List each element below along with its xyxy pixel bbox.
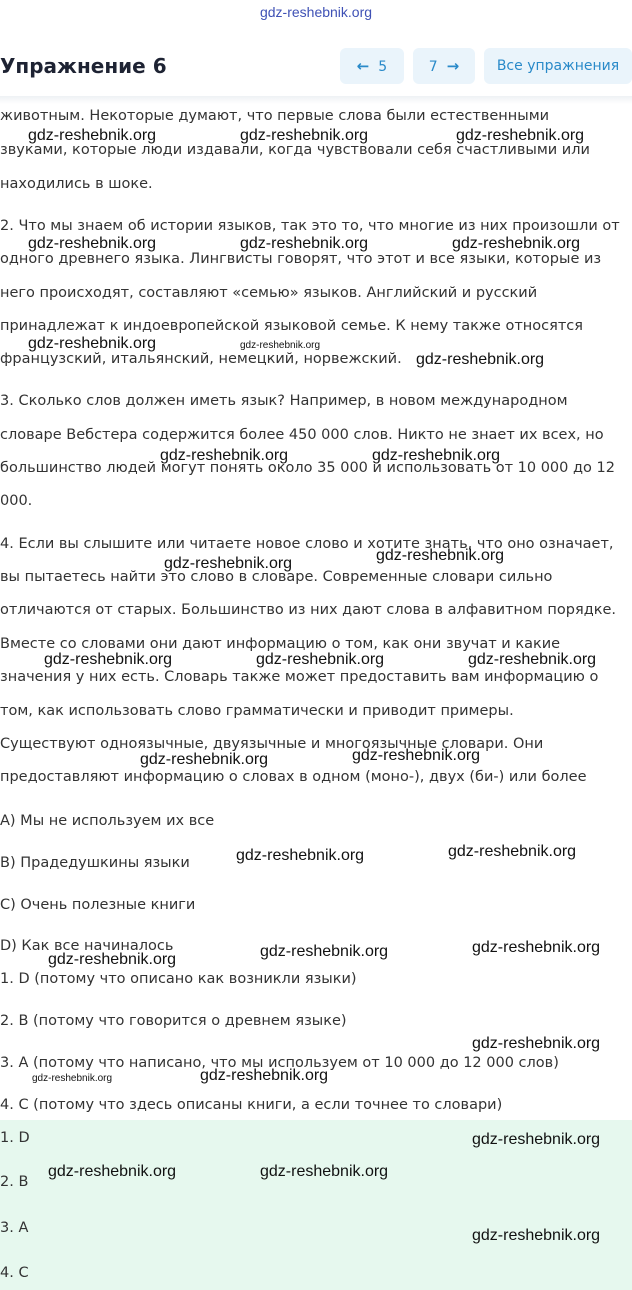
explanation-item: 3. A (потому что написано, что мы используем от 10 000 до 12 000 слов) [0,1055,559,1071]
text-line: него происходят, составляют «семью» языков. Английский и русский [0,285,538,301]
watermark: gdz-reshebnik.org [472,1131,601,1148]
watermark: gdz-reshebnik.org [352,747,481,764]
watermark: gdz-reshebnik.org [256,651,385,668]
text-line: 3. Сколько слов должен иметь язык? Например, в новом международном [0,393,568,409]
text-line: вы пытаетесь найти это слово в словаре. Современные словари сильно [0,569,553,585]
text-line: французский, итальянский, немецкий, норвежский. [0,351,402,367]
answer-item: 3. A [0,1220,29,1236]
option-item: D) Как все начиналось [0,938,174,954]
watermark: gdz-reshebnik.org [448,843,577,860]
option-item: A) Мы не используем их все [0,813,215,829]
text-line: одного древнего языка. Лингвисты говорят, что этот и все языки, которые из [0,251,602,267]
watermark: gdz-reshebnik.org [160,447,289,464]
watermark: gdz-reshebnik.org [236,847,365,864]
text-line: Вместе со словами они дают информацию о том, как они звучат и какие [0,636,561,652]
watermark: gdz-reshebnik.org [472,1035,601,1052]
option-item: C) Очень полезные книги [0,897,196,913]
watermark: gdz-reshebnik.org [416,351,545,368]
all-exercises-label: Все упражнения [496,58,620,74]
text-line: звуками, которые люди издавали, когда чувствовали себя счастливыми или [0,142,590,158]
text-line: Существуют одноязычные, двуязычные и многоязычные словари. Они [0,736,544,752]
watermark: gdz-reshebnik.org [260,943,389,960]
watermark: gdz-reshebnik.org [456,127,585,144]
watermark: gdz-reshebnik.org [140,751,269,768]
prev-exercise-button[interactable] [340,48,404,84]
watermark: gdz-reshebnik.org [240,235,369,252]
watermark: gdz-reshebnik.org [260,1163,389,1180]
watermark: gdz-reshebnik.org [240,340,321,351]
watermark: gdz-reshebnik.org [240,127,369,144]
watermark: gdz-reshebnik.org [48,951,177,968]
text-line: большинство людей могут понять около 35 000 и использовать от 10 000 до 12 [0,460,615,476]
text-line: животным. Некоторые думают, что первые слова были естественными [0,108,550,124]
watermark: gdz-reshebnik.org [372,447,501,464]
explanation-item: 1. D (потому что описано как возникли языки) [0,971,357,987]
next-exercise-button[interactable] [413,48,475,84]
arrow-left-icon: ← [356,57,370,75]
watermark: gdz-reshebnik.org [452,235,581,252]
text-line: 4. Если вы слышите или читаете новое слово и хотите знать, что оно означает, [0,536,614,552]
next-exercise-label: 7 [428,59,438,75]
text-line: находились в шоке. [0,176,153,192]
watermark: gdz-reshebnik.org [472,939,601,956]
text-line: 2. Что мы знаем об истории языков, так это то, что многие из них произошли от [0,218,620,234]
text-line: значения у них есть. Словарь также может предоставить вам информацию о [0,669,599,685]
option-item: B) Прадедушкины языки [0,855,190,871]
explanation-item: 4. C (потому что здесь описаны книги, а если точнее то словари) [0,1097,503,1113]
answer-item: 2. B [0,1174,29,1190]
site-name: gdz-reshebnik.org [259,4,373,20]
watermark: gdz-reshebnik.org [32,1073,113,1084]
watermark: gdz-reshebnik.org [28,235,157,252]
watermark: gdz-reshebnik.org [468,651,597,668]
watermark: gdz-reshebnik.org [48,1163,177,1180]
watermark: gdz-reshebnik.org [376,547,505,564]
prev-exercise-label: 5 [378,59,388,75]
explanation-item: 2. B (потому что говорится о древнем языке) [0,1013,347,1029]
text-line: отличаются от старых. Большинство из них дают слова в алфавитном порядке. [0,602,617,618]
watermark: gdz-reshebnik.org [200,1067,329,1084]
text-line: 000. [0,493,33,509]
answer-item: 1. D [0,1130,30,1146]
site-watermark-header [0,0,632,26]
answer-item: 4. C [0,1265,29,1281]
exercise-header [0,40,632,96]
text-line: том, как использовать слово грамматически и приводит примеры. [0,703,514,719]
watermark: gdz-reshebnik.org [164,555,293,572]
watermark: gdz-reshebnik.org [28,127,157,144]
text-line: принадлежат к индоевропейской языковой семье. К нему также относятся [0,318,583,334]
watermark: gdz-reshebnik.org [472,1227,601,1244]
text-line: словаре Вебстера содержится более 450 000 слов. Никто не знает их всех, но [0,427,604,443]
text-line: предоставляют информацию о словах в одном (моно-), двух (би-) или более [0,769,587,785]
watermark: gdz-reshebnik.org [44,651,173,668]
page-title: Упражнение 6 [0,54,167,78]
arrow-right-icon: → [446,57,460,75]
header-shadow [0,96,632,104]
all-exercises-button[interactable] [484,48,632,84]
watermark: gdz-reshebnik.org [28,335,157,352]
